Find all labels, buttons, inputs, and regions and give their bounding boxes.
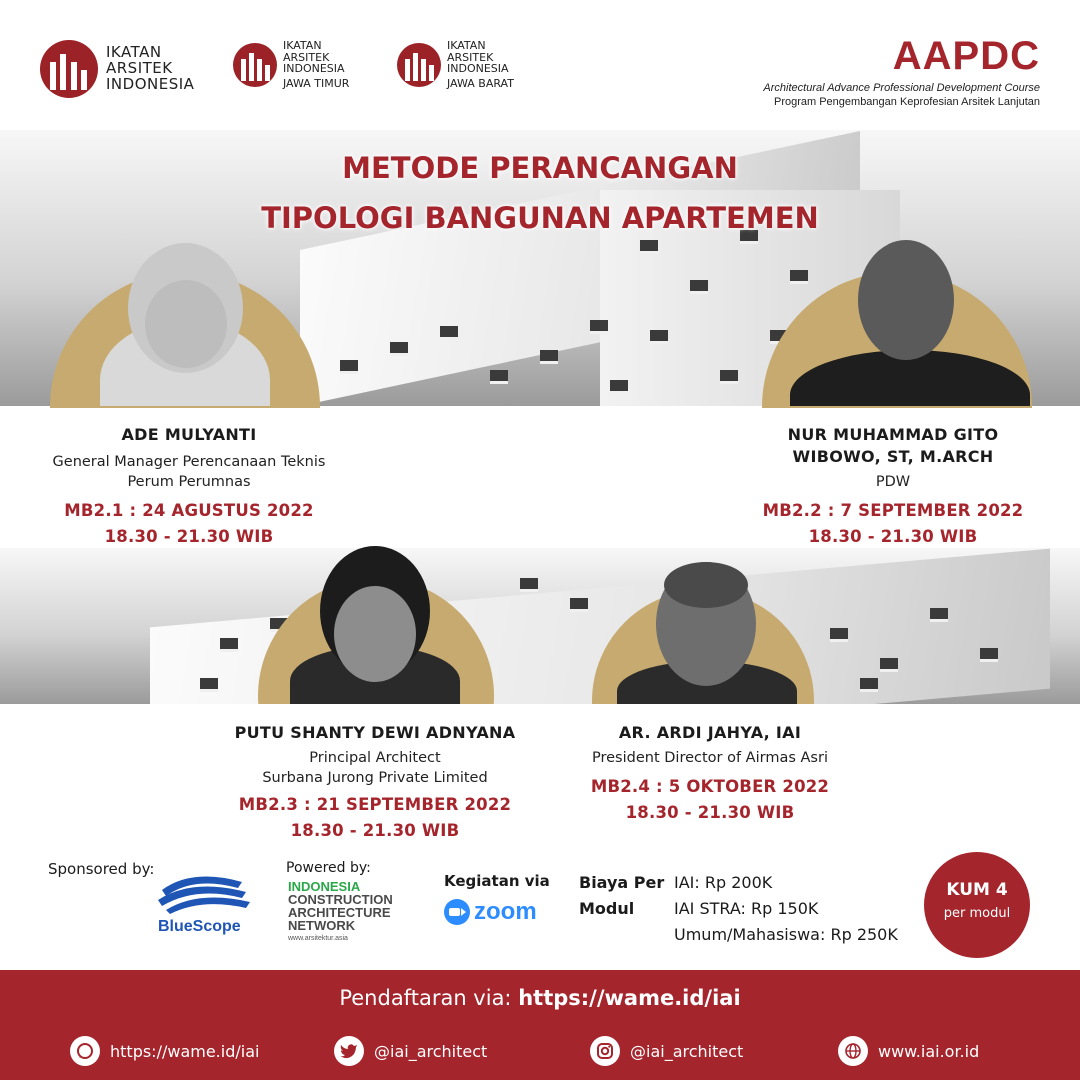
speaker-1-name: ADE MULYANTI — [121, 425, 257, 444]
whatsapp-text: https://wame.id/iai — [110, 1041, 260, 1061]
speaker-1-org: Perum Perumnas — [127, 474, 251, 490]
iai-emblem-icon — [397, 43, 441, 87]
speaker-4-time: 18.30 - 21.30 WIB — [625, 803, 795, 822]
logo-line: ARSITEK — [447, 50, 494, 64]
fee-item: IAI: Rp 200K — [674, 873, 773, 892]
fee-list — [674, 870, 898, 948]
speaker-4-photo — [612, 556, 802, 704]
title-line-2: TIPOLOGI BANGUNAN APARTEMEN — [261, 201, 819, 235]
speaker-3-name: PUTU SHANTY DEWI ADNYANA — [234, 723, 516, 742]
sponsored-by-label: Sponsored by: — [48, 860, 155, 878]
logo-line: INDONESIA — [447, 62, 509, 76]
bluescope-wave-icon — [152, 872, 252, 914]
title-line-1: METODE PERANCANGAN — [342, 151, 738, 185]
zoom-logo — [444, 898, 537, 926]
speaker-1-date: MB2.1 : 24 AGUSTUS 2022 — [64, 501, 314, 520]
icanet-line: NETWORK — [288, 918, 356, 933]
speaker-2-time: 18.30 - 21.30 WIB — [808, 527, 978, 546]
logo-line: INDONESIA — [283, 62, 345, 76]
iai-jatim-logo — [233, 40, 349, 89]
website-text: www.iai.or.id — [878, 1041, 980, 1061]
kum-sub: per modul — [943, 906, 1011, 921]
fee-label-line-1: Biaya Per — [579, 873, 665, 892]
speaker-2-photo — [790, 230, 1030, 406]
bluescope-logo — [152, 872, 256, 936]
logo-region: JAWA BARAT — [447, 76, 514, 90]
instagram-icon — [590, 1036, 620, 1066]
instagram-link[interactable] — [590, 1036, 743, 1066]
fee-item: IAI STRA: Rp 150K — [674, 899, 819, 918]
speaker-4-info — [558, 722, 862, 826]
kum-badge — [924, 852, 1030, 958]
speaker-4-date: MB2.4 : 5 OKTOBER 2022 — [590, 777, 830, 796]
speaker-1-role: General Manager Perencanaan Teknis — [52, 454, 326, 470]
speaker-3-org: Surbana Jurong Private Limited — [262, 770, 488, 786]
kum-title: KUM 4 — [946, 880, 1008, 900]
logo-line: ARSITEK — [106, 59, 173, 78]
aapdc-subtitle-id: Program Pengembangan Keprofesian Arsitek Lanjutan — [773, 96, 1040, 108]
speaker-3-photo — [290, 546, 460, 704]
speaker-1-info — [30, 424, 348, 550]
zoom-word: zoom — [474, 898, 537, 925]
whatsapp-link[interactable] — [70, 1036, 259, 1066]
speaker-3-date: MB2.3 : 21 SEPTEMBER 2022 — [238, 795, 512, 814]
speaker-1-time: 18.30 - 21.30 WIB — [104, 527, 274, 546]
globe-icon — [838, 1036, 868, 1066]
speaker-4-role: President Director of Airmas Asri — [592, 750, 828, 766]
logo-line: IKATAN — [447, 39, 486, 52]
aapdc-title: AAPDC — [892, 34, 1040, 78]
speaker-3-time: 18.30 - 21.30 WIB — [290, 821, 460, 840]
whatsapp-icon — [70, 1036, 100, 1066]
speaker-1-photo — [100, 225, 270, 406]
registration-label: Pendaftaran via: — [339, 986, 512, 1010]
kegiatan-via-label: Kegiatan via — [444, 872, 550, 890]
zoom-camera-icon — [444, 899, 470, 925]
speaker-2-info — [742, 424, 1044, 550]
speaker-2-name: NUR MUHAMMAD GITO — [787, 425, 999, 444]
logo-line: IKATAN — [106, 43, 162, 62]
fee-label — [579, 870, 664, 922]
aapdc-subtitle-en: Architectural Advance Professional Development Course — [763, 82, 1040, 94]
website-link[interactable] — [838, 1036, 979, 1066]
fee-item: Umum/Mahasiswa: Rp 250K — [674, 925, 898, 944]
speaker-3-info — [222, 722, 528, 844]
building-photo-middle — [0, 548, 1080, 704]
instagram-text: @iai_architect — [630, 1041, 744, 1061]
registration-link[interactable]: https://wame.id/iai — [518, 986, 741, 1010]
logo-region: JAWA TIMUR — [283, 76, 350, 90]
speaker-3-role: Principal Architect — [309, 750, 441, 766]
iai-logo — [40, 40, 194, 98]
twitter-link[interactable] — [334, 1036, 487, 1066]
icanet-line: ARCHITECTURE — [288, 905, 391, 920]
iai-emblem-icon — [40, 40, 98, 98]
aapdc-block — [680, 34, 1040, 109]
twitter-icon — [334, 1036, 364, 1066]
icanet-line: CONSTRUCTION — [288, 892, 393, 907]
logo-line: INDONESIA — [106, 74, 195, 93]
registration-line — [0, 986, 1080, 1010]
speaker-2-name-line-2: WIBOWO, ST, M.ARCH — [792, 447, 994, 466]
icanet-url: www.arsitektur.asia — [288, 935, 348, 942]
footer — [0, 970, 1080, 1080]
fee-label-line-2: Modul — [579, 899, 635, 918]
icanet-logo — [288, 880, 393, 945]
logo-line: ARSITEK — [283, 50, 330, 64]
bluescope-name: BlueScope — [158, 918, 241, 935]
speaker-2-date: MB2.2 : 7 SEPTEMBER 2022 — [762, 501, 1024, 520]
powered-by-label: Powered by: — [286, 860, 371, 876]
logo-line: IKATAN — [283, 39, 322, 52]
speaker-2-org: PDW — [875, 474, 911, 490]
speaker-4-name: AR. ARDI JAHYA, IAI — [618, 723, 802, 742]
icanet-line: INDONESIA — [288, 879, 361, 894]
iai-emblem-icon — [233, 43, 277, 87]
twitter-text: @iai_architect — [374, 1041, 488, 1061]
iai-jabar-logo — [397, 40, 514, 89]
